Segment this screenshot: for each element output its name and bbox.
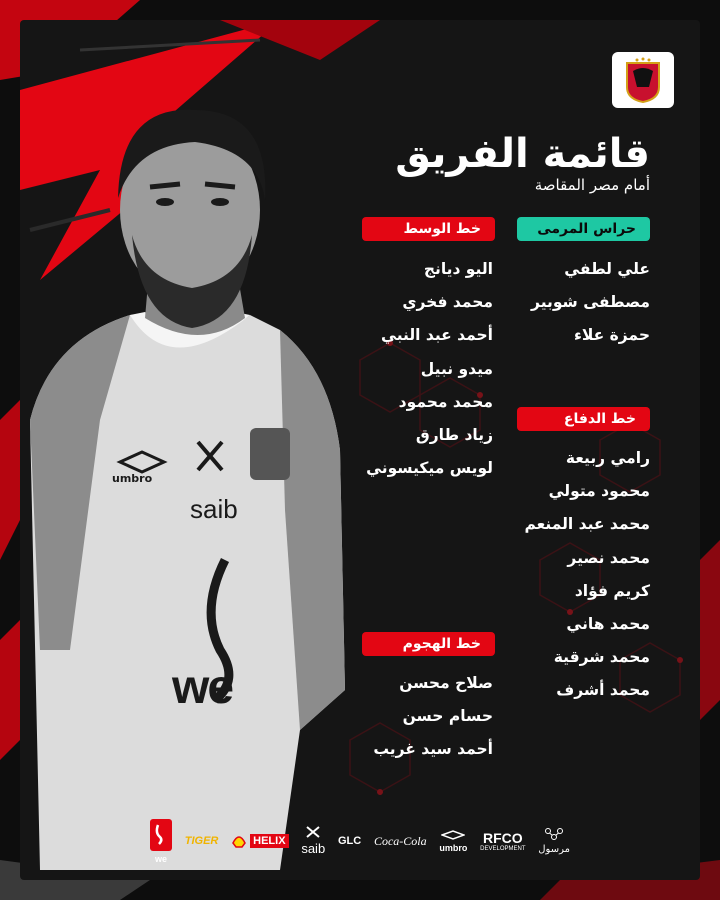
section-badge-midfielders: خط الوسط (362, 217, 495, 241)
list-item: محمد فخري (402, 293, 493, 312)
section-badge-forwards: خط الهجوم (362, 632, 495, 656)
sponsor-saib-label: saib (301, 841, 326, 856)
sponsor-we-label: we (154, 853, 167, 864)
list-item: أحمد سيد غريب (373, 740, 493, 759)
list-item: زياد طارق (415, 425, 493, 444)
section-badge-goalkeepers: حراس المرمى (517, 217, 650, 241)
sponsor-we (150, 819, 172, 864)
jersey-sponsor-saib-text: saib (190, 494, 238, 524)
list-item: مصطفى شوبير (531, 293, 650, 312)
jersey-sponsor-we-text: we (172, 661, 233, 714)
sponsor-mrsool (538, 827, 570, 855)
sponsor-umbro-label: umbro (439, 842, 468, 853)
list-item: اليو ديانج (423, 260, 493, 278)
list-item: محمد أشرف (556, 681, 650, 700)
list-item: محمد نصير (567, 548, 650, 567)
sponsor-umbro (439, 830, 467, 853)
list-item: حسام حسن (402, 707, 493, 726)
forwards-list (293, 667, 493, 767)
sponsor-glc (338, 835, 361, 847)
page-title: قائمة الفريق (395, 131, 650, 177)
sponsor-mrsool-label: مرسول (538, 844, 570, 855)
list-item: صلاح محسن (399, 674, 493, 692)
list-item: حمزة علاء (573, 326, 650, 345)
list-item: محمود متولي (548, 482, 650, 501)
mrsool-logo-icon (544, 827, 564, 841)
al-ahly-crest-icon (623, 57, 663, 103)
list-item: لويس ميكيسوني (366, 459, 493, 478)
jersey-brand-text: umbro (112, 472, 153, 485)
sponsor-tiger-label: TIGER (184, 835, 219, 847)
list-item: محمد شرقية (553, 648, 650, 667)
sponsor-rfco-label: RFCO (482, 830, 523, 846)
list-item: ميدو نبيل (420, 359, 493, 378)
sponsor-shell-label: HELIX (250, 834, 288, 848)
list-item: محمد هاني (566, 614, 650, 633)
saib-logo-icon (306, 826, 320, 838)
umbro-diamond-icon (441, 830, 465, 840)
sponsor-rfco (480, 830, 525, 852)
club-logo (612, 52, 674, 108)
sponsor-cocacola-label: Coca-Cola (373, 833, 427, 848)
section-badge-defenders: خط الدفاع (517, 407, 650, 431)
list-item: علي لطفي (564, 260, 650, 278)
shell-logo-icon (231, 833, 247, 849)
sponsor-shell-helix (231, 833, 288, 849)
sponsor-saib (301, 826, 325, 856)
sponsor-tiger (185, 835, 219, 847)
list-item: محمد محمود (398, 392, 493, 411)
list-item: أحمد عبد النبي (381, 326, 493, 345)
list-item: محمد عبد المنعم (524, 515, 650, 534)
list-item: كريم فؤاد (574, 581, 650, 600)
sponsor-glc-label: GLC (337, 835, 362, 847)
list-item: رامي ربيعة (565, 449, 650, 467)
we-logo-icon (150, 819, 172, 851)
sponsor-cocacola (374, 834, 427, 849)
sponsor-rfco-sub: DEVELOPMENT (480, 846, 526, 852)
match-subtitle: أمام مصر المقاصة (534, 176, 650, 194)
sponsor-bar (150, 820, 570, 862)
